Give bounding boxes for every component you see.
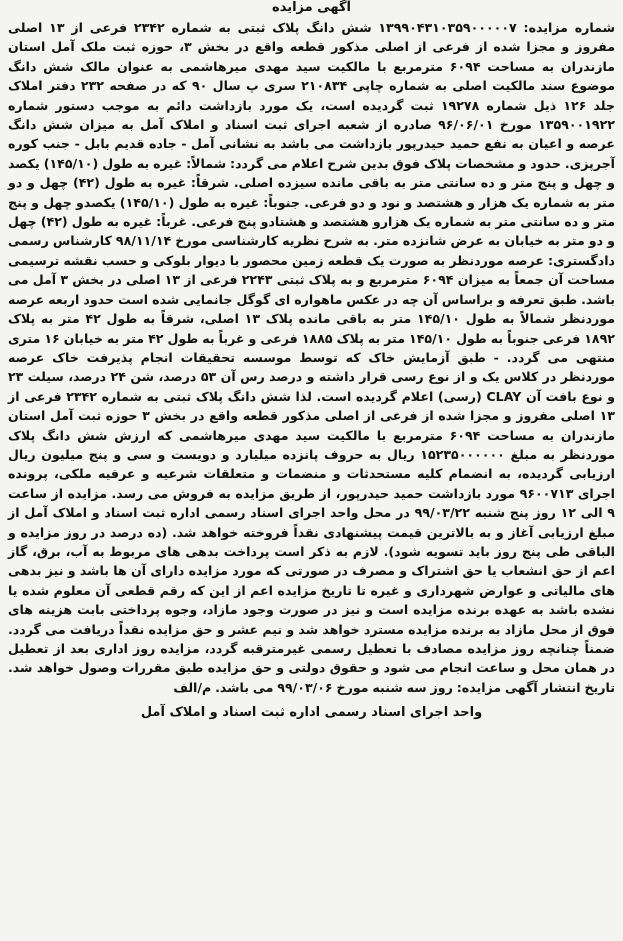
notice-signature: واحد اجرای اسناد رسمی اداره ثبت اسناد و املاک آمل: [140, 705, 483, 721]
notice-title: آگهی مزایده: [272, 0, 351, 15]
notice-body: شماره مزایده: ۱۳۹۹۰۴۳۱۰۳۵۹۰۰۰۰۰۷ شش دانگ پلاک ثبتی به شماره ۲۳۴۲ فرعی از ۱۳ اصلی مفروز و مجزا شده از فرعی از اصلی مذکور قطعه واقع در بخش ۳، حوزه ثبت ملک آمل استان مازندران به مساحت ۶۰۹۴ مترمربع با مالکیت سید مهدی میرهاشمی به عنوان مالک شش دانگ موضوع سند مالکیت اصلی به شماره چاپی ۲۱۰۸۳۴ سری پ سال ۹۰ که در صفحه ۲۳۲ دفتر املاک جلد ۱۲۶ ذیل شماره ۱۹۲۷۸ ثبت گردیده است، یک مورد بازداشت دائم به موجب دستور شماره ۱۳۵۹۰۰۱۹۲۲ مورخ ۹۶/۰۶/۰۱ صادره از شعبه اجرای ثبت اسناد و املاک آمل به میزان شش دانگ عرصه و اعیان به نفع حمید حیدرپور بازداشت می باشد به نشانی آمل - جاده قدیم بابل - جنب کوره آجرپزی. حدود و مشخصات پلاک فوق بدین شرح اعلام می گردد: شمالاً: غیره به طول (۱۴۵/۱۰) یکصد و چهل و پنج متر و ده سانتی متر به باقی مانده سیزده اصلی. شرقاً: غیره به طول (۴۲) چهل و دو متر به شماره یک هزار و هشتصد و نود و دو فرعی. جنوباً: غیره به طول (۱۴۵/۱۰) یکصدو چهل و پنج متر و ده سانتی متر به شماره یک هزارو هشتصد و هشتادو پنج فرعی. غرباً: غیره به طول (۴۲) چهل و دو متر به خیابان به عرض شانزده متر. به شرح نظریه کارشناسی مورخ ۹۸/۱۱/۱۴ کارشناس رسمی دادگستری: عرصه موردنظر به صورت یک قطعه زمین محصور با دیوار بلوکی و حسب نقشه ترسیمی مساحت آن جمعاً به میزان ۶۰۹۴ مترمربع و به پلاک ثبتی ۲۲۴۳ فرعی از ۱۳ اصلی در بخش ۳ آمل می باشد. طبق تعرفه و براساس آن چه در عکس ماهواره ای گوگل جانمایی شده است حدود اربعه عرصه موردنظر شمالاً به طول ۱۴۵/۱۰ متر به باقی مانده پلاک ۱۳ اصلی، شرقاً به طول ۴۲ متر به پلاک ۱۸۹۲ فرعی جنوباً به طول ۱۴۵/۱۰ متر به پلاک ۱۸۸۵ فرعی و غرباً به طول ۴۲ متر به خیابان ۱۶ متری منتهی می گردد. - طبق آزمایش خاک که توسط موسسه تحقیقات انجام پذیرفت خاک عرصه موردنظر در کلاس یک و از نوع رسی قرار داشته و درصد رس آن ۵۳ درصد، شن ۲۴ درصد، سیلت ۲۳ و نوع بافت آن CLAY (رسی) اعلام گردیده است. لذا شش دانگ پلاک ثبتی به شماره ۲۳۴۲ فرعی از ۱۳ اصلی مفروز و مجزا شده از فرعی از اصلی مذکور قطعه واقع در بخش ۳ حوزه ثبت آمل استان مازندران به مساحت ۶۰۹۴ مترمربع با مالکیت سید مهدی میرهاشمی که ارزش شش دانگ پلاک موردنظر به مبلغ ۱۵۲۳۵۰۰۰۰۰۰ ریال به حروف پانزده میلیارد و دویست و سی و پنج میلیون ریال ارزیابی گردیده، به انضمام کلیه مستحدثات و منضمات و متعلقات شرعیه و عرفیه ملکی، پرونده اجرای ۹۶۰۰۷۱۳ مورد بازداشت حمید حیدرپور، از طریق مزایده به فروش می رسد. مزایده از ساعت ۹ الی ۱۲ روز پنج شنبه ۹۹/۰۳/۲۲ در محل واحد اجرای اسناد رسمی اداره ثبت اسناد و املاک آمل از مبلغ ارزیابی آغاز و به بالاترین قیمت پیشنهادی نقداً فروخته خواهد شد. (ده درصد در روز مزایده و الباقی طی پنج روز باید تسویه شود). لازم به ذکر است پرداخت بدهی های مربوط به آب، برق، گاز اعم از حق انشعاب یا حق اشتراک و مصرف در صورتی که مورد مزایده دارای آن ها باشد و نیز بدهی های مالیاتی و عوارض شهرداری و غیره تا تاریخ مزایده اعم از این که رقم قطعی آن معلوم شده یا نشده باشد به عهده برنده مزایده است و نیز در صورت وجود مازاد، وجوه پرداختی بابت هزینه های فوق از محل مازاد به برنده مزایده مسترد خواهد شد و نیم عشر و حق مزایده نقداً دریافت می گردد. ضمناً چنانچه روز مزایده مصادف با تعطیل رسمی غیرمترقبه گردد، مزایده روز اداری بعد از تعطیل در همان محل و ساعت انجام می شود و حقوق دولتی و حق مزایده طبق مقررات وصول خواهد شد. تاریخ انتشار آگهی مزایده: روز سه شنبه مورخ ۹۹/۰۳/۰۶ می باشد. م/الف: [8, 20, 616, 695]
